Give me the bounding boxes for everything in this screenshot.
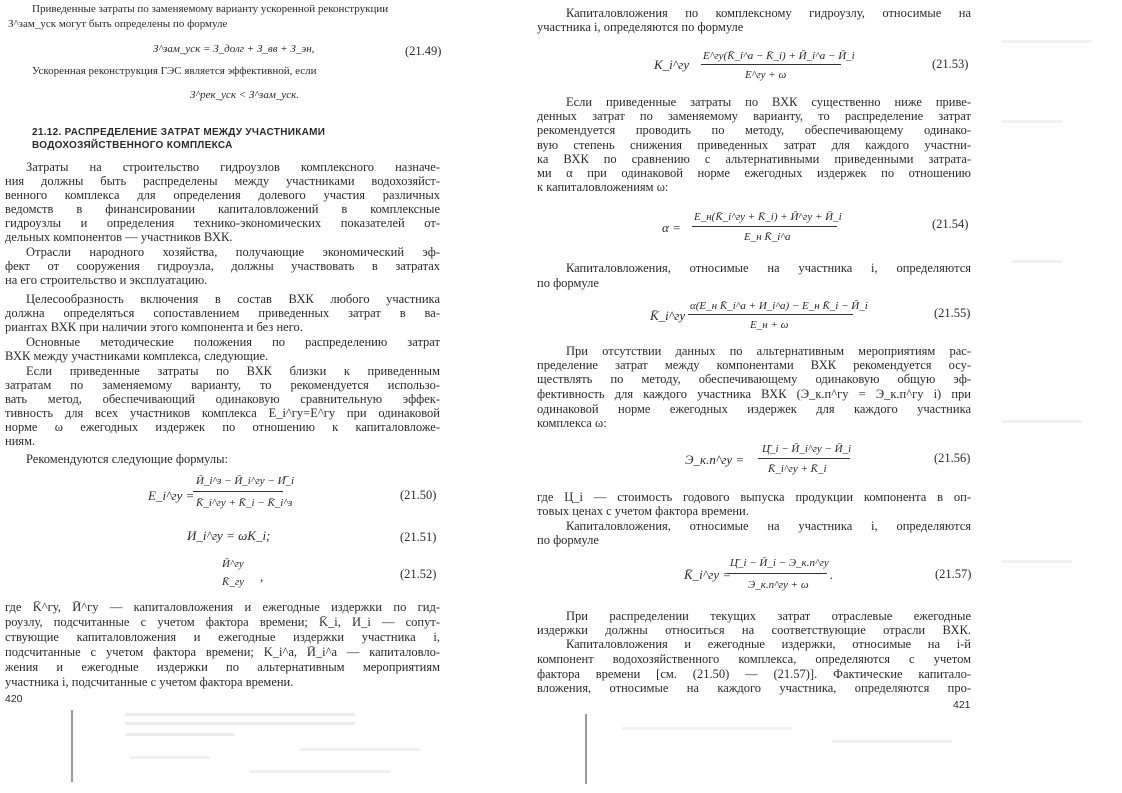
body-line: При распределении текущих затрат отраслевые ежегодные — [566, 609, 971, 623]
bleed-through-mark — [125, 722, 355, 725]
body-line: Целесообразность включения в состав ВХК любого участника — [26, 292, 440, 306]
equation-number: (21.55) — [934, 306, 971, 320]
body-line: норме ω ежегодных издержек по отношению к капиталовложе- — [5, 420, 440, 434]
body-line: по формуле — [537, 276, 599, 290]
page-number: 420 — [5, 693, 23, 705]
body-line: Затраты на строительство гидроузлов комплексного назначе- — [26, 160, 440, 174]
body-line: должна определяться сопоставлением приведенных затрат в ва- — [5, 306, 440, 320]
body-line: Рекомендуются следующие формулы: — [26, 452, 228, 466]
body-line: ществлять по методу, обеспечивающему одинаковую общую эф- — [537, 372, 971, 386]
equation-21-56-lhs: Э_к.п^гу = — [685, 452, 745, 467]
equation-21-50-numerator: Ӣ_i^з − Ӣ_i^гу − И̅_i — [196, 475, 295, 487]
equation-21-53-numerator: E^гу(K̄_i^а − K̄_i) + Ӣ_i^а − Ӣ_i — [703, 50, 855, 62]
body-line: Капиталовложения, относимые на участника i, определяются — [566, 519, 971, 533]
body-line: на его строительство и эксплуатацию. — [5, 273, 208, 287]
body-line: ка ВХК по сравнению с альтернативными приведенными затрата- — [537, 152, 971, 166]
left-page — [0, 0, 532, 793]
fraction-bar — [692, 226, 837, 227]
body-line: компонент водохозяйственного комплекса, определяются с учетом — [537, 652, 971, 666]
body-line: издержки должны относиться на соответствующие отрасли ВХК. — [537, 623, 971, 637]
equation-21-52-numerator: Ӣ^гу — [222, 558, 244, 570]
body-line: ми α при одинаковой норме ежегодных издержек по отношению — [537, 166, 971, 180]
body-line: где Ц_i — стоимость годового выпуска продукции компонента в оп- — [537, 490, 971, 504]
equation-21-53-denominator: E^гу + ω — [745, 69, 787, 81]
equation-21-56-denominator: K̄_i^гу + K̄_i — [768, 463, 827, 475]
bleed-through-mark — [1002, 420, 1082, 423]
equation-21-57-numerator: Ц̄_i − Ӣ_i − Э_к.п^гу — [730, 557, 829, 569]
bleed-through-mark — [250, 770, 390, 773]
intro-line: З^зам_уск могут быть определены по формуле — [8, 18, 228, 30]
body-line: Если приведенные затраты по ВХК близки к приведенным — [26, 364, 440, 378]
body-line: ниям. — [5, 434, 36, 448]
equation-21-50-lhs: E_i^гу = — [148, 488, 195, 503]
equation-21-55-numerator: α(E_н K̄_i^а + И_i^а) − E_н K̄_i − Ӣ_i — [690, 300, 868, 312]
body-line: Капиталовложения по комплексному гидроузлу, относимые на — [566, 6, 971, 20]
body-line: фект от сооружения гидроузла, должны участвовать в затратах — [5, 259, 440, 273]
bleed-through-mark — [71, 710, 73, 782]
where-line: ствующие капиталовложения и ежегодные издержки участника i, — [5, 630, 440, 644]
where-line: участника i, подсчитанные с учетом фактора времени. — [5, 675, 294, 689]
page-number: 421 — [953, 699, 971, 711]
where-line: где K̄^гу, Ӣ^гу — капиталовложения и ежегодные издержки по гид- — [5, 600, 440, 614]
body-line: денных затрат по заменяемому варианту, то распределение затрат — [537, 109, 971, 123]
where-line: подсчитанные с учетом фактора времени; K_i^а, Ӣ_i^а — капиталовло- — [5, 645, 440, 659]
equation-21-54-denominator: E_н K̄_i^а — [744, 231, 791, 243]
equation-21-55-denominator: E_н + ω — [750, 319, 789, 331]
inequality: З^рек_уск < З^зам_уск. — [190, 89, 300, 101]
equation-21-57-lhs: K̄_i^гу = — [684, 567, 732, 582]
equation-21-55-lhs: K̄_i^гу — [650, 308, 686, 323]
bleed-through-mark — [1002, 560, 1072, 563]
equation-21-54-numerator: E_н(K̄_i^гу + K̄_i) + Ӣ^гу + Ӣ_i — [694, 211, 842, 223]
body-line: Основные методические положения по распределению затрат — [26, 335, 440, 349]
section-heading: ВОДОХОЗЯЙСТВЕННОГО КОМПЛЕКСА — [32, 140, 233, 151]
body-line: одинаковой норме ежегодных издержек для каждого участника — [537, 402, 971, 416]
body-line: вать метод, обеспечивающий одинаковую сравнительную эффек- — [5, 392, 440, 406]
body-line: венного комплекса для определения долевого участия различных — [5, 188, 440, 202]
equation-number: (21.56) — [934, 451, 971, 465]
body-line: участника i, определяются по формуле — [537, 20, 744, 34]
fraction-bar — [193, 491, 283, 492]
equation-21-52-denominator: K̄_гу — [222, 576, 245, 588]
equation-21-57-denominator: Э_к.п^гу + ω — [748, 579, 809, 591]
body-line: Если приведенные затраты по ВХК существенно ниже приве- — [566, 95, 971, 109]
equation-number: (21.54) — [932, 217, 969, 231]
body-line: к капиталовложениям ω: — [537, 180, 669, 194]
fraction-bar — [758, 458, 850, 459]
body-line: ведомств в финансировании капиталовложений в комплексные — [5, 202, 440, 216]
body-line: Капиталовложения, относимые на участника i, определяются — [566, 261, 971, 275]
bleed-through-mark — [1002, 40, 1092, 43]
body-line: тивность для всех участников комплекса E_i^гу=E^гу при одинаковой — [5, 406, 440, 420]
bleed-through-mark — [1012, 260, 1062, 263]
fraction-bar — [727, 573, 827, 574]
body-line: комплекса ω: — [537, 416, 607, 430]
body-line: фективность для каждого участника ВХК (Э_к.п^гу = Э_к.п^гу i) при — [537, 387, 971, 401]
bleed-through-mark — [1002, 120, 1062, 123]
equation-number: (21.50) — [400, 488, 437, 502]
effective-condition-line: Ускоренная реконструкция ГЭС является эффективной, если — [32, 65, 317, 77]
body-line: гидроузлы и определения технико-экономических показателей от- — [5, 216, 440, 230]
equation-21-52-tail: , — [260, 569, 264, 584]
where-line: жения и ежегодные издержки по альтернативным мероприятиям — [5, 660, 440, 674]
body-line: вложения, относимые на каждого участника, определяются про- — [537, 681, 971, 695]
bleed-through-mark — [300, 748, 420, 751]
section-heading: 21.12. РАСПРЕДЕЛЕНИЕ ЗАТРАТ МЕЖДУ УЧАСТНИКАМИ — [32, 127, 326, 138]
body-line: ния должны быть распределены между участниками водохозяйст- — [5, 174, 440, 188]
fraction-bar — [688, 314, 853, 315]
equation-21-57-tail: . — [830, 567, 834, 582]
equation-number: (21.53) — [932, 57, 969, 71]
bleed-through-mark — [585, 714, 587, 784]
body-line: Капиталовложения и ежегодные издержки, относимые на i-й — [566, 637, 971, 651]
equation-number: (21.57) — [935, 567, 972, 581]
body-line: Отрасли народного хозяйства, получающие экономический эф- — [26, 245, 440, 259]
equation-21-50-denominator: K̄_i^гу + K̄_i − K̄_i^з — [196, 497, 293, 509]
body-line: товых ценах с учетом фактора времени. — [537, 504, 749, 518]
equation-number: (21.52) — [400, 567, 437, 581]
bleed-through-mark — [130, 756, 210, 759]
equation-number: (21.51) — [400, 530, 437, 544]
equation-21-53-lhs: K_i^гу — [654, 57, 690, 72]
bleed-through-mark — [125, 733, 235, 736]
body-line: пределение затрат между компонентами ВХК рекомендуется осу- — [537, 358, 971, 372]
body-line: по формуле — [537, 533, 599, 547]
bleed-through-mark — [622, 727, 792, 730]
equation-21-56-numerator: Ц̄_i − Ӣ_i^гу − Ӣ_i — [762, 443, 852, 455]
body-line: вую степень снижения приведенных затрат для каждого участни- — [537, 138, 971, 152]
body-line: ВХК между участниками комплекса, следующие. — [5, 349, 269, 363]
body-line: рекомендуется проводить по методу, обеспечивающему одинако- — [537, 123, 971, 137]
bleed-through-mark — [125, 713, 355, 716]
body-line: фактора времени [см. (21.50) — (21.57)]. Фактические капитало- — [537, 667, 971, 681]
fraction-bar — [701, 64, 841, 65]
equation-number: (21.49) — [405, 44, 442, 58]
body-line: затратам по заменяемому варианту, то рекомендуется использо- — [5, 378, 440, 392]
body-line: При отсутствии данных по альтернативным мероприятиям рас- — [566, 344, 971, 358]
equation-21-54-lhs: α = — [662, 220, 681, 235]
body-line: риантах ВХК при наличии этого компонента и без него. — [5, 320, 303, 334]
equation-21-51: И_i^гу = ωK_i; — [187, 528, 271, 543]
equation-21-49: З^зам_уск = З_долг + З_вв + З_эн, — [153, 43, 315, 55]
body-line: дельных компонентов — участников ВХК. — [5, 230, 233, 244]
where-line: роузлу, подсчитанные с учетом фактора времени; K̄_i, И_i — сопут- — [5, 615, 440, 629]
right-page — [532, 0, 1122, 793]
bleed-through-mark — [832, 740, 952, 743]
intro-line: Приведенные затраты по заменяемому варианту ускоренной реконструкции — [32, 3, 389, 15]
